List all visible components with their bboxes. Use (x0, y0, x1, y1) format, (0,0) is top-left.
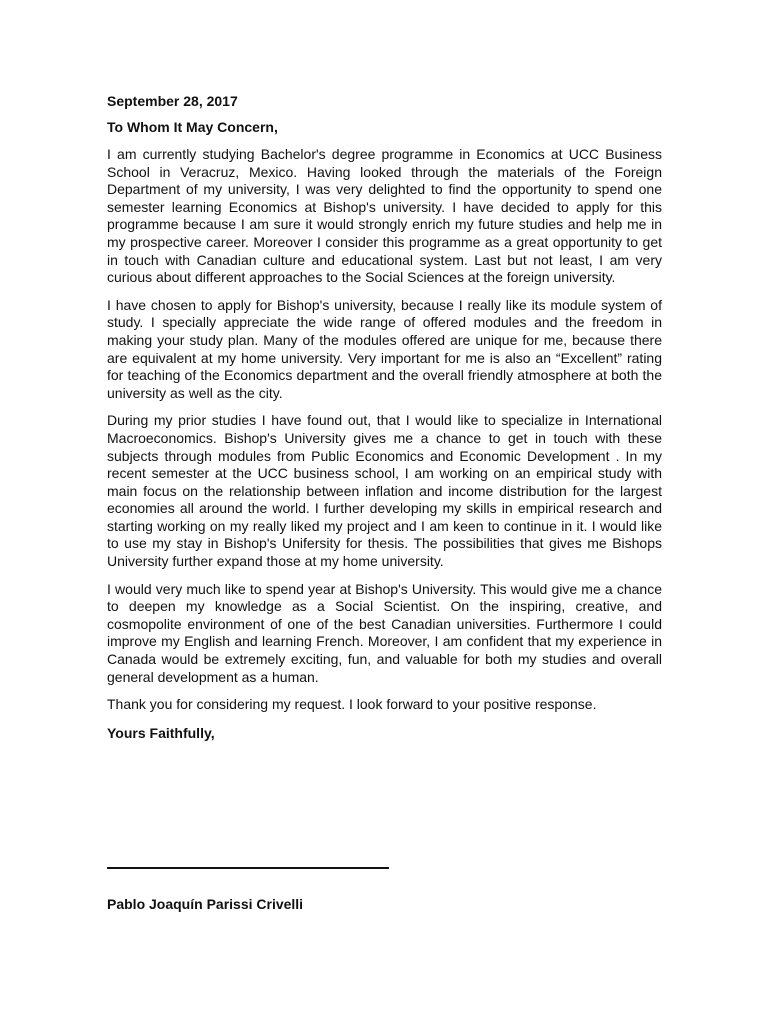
salutation: To Whom It May Concern, (107, 119, 278, 135)
letter-date: September 28, 2017 (107, 93, 238, 109)
paragraph-goals: I would very much like to spend year at Bishop's University. This would give me a chance to deepen my knowledge as a Social Scientist. On the inspiring, creative, and cosmopolite environment of one of the best Canadian universities. Furthermore I could improve my English and learning French. Moreover, I am confident that my experience in Canada would be extremely exciting, fun, and valuable for both my studies and overall general development as a human. (107, 580, 662, 685)
paragraph-studies: During my prior studies I have found out, that I would like to specialize in International Macroeconomics. Bishop's University gives me a chance to get in touch with these subjects through modules from Public Economics and Economic Development . In my recent semester at the UCC business school, I am working on an empirical study with main focus on the relationship between inflation and income distribution for the largest economies all around the world. I further developing my skills in empirical research and starting working on my really liked my project and I am keen to continue in it. I would like to use my stay in Bishop's Unifersity for thesis. The possibilities that gives me Bishops University further expand those at my home university. (107, 412, 662, 570)
paragraph-thanks: Thank you for considering my request. I look forward to your positive response. (107, 696, 597, 713)
paragraph-intro: I am currently studying Bachelor's degree programme in Economics at UCC Business School in Veracruz, Mexico. Having looked through the materials of the Foreign Department of my university, I was very delighted to find the opportunity to spend one semester learning Economics at Bishop's university. I have decided to apply for this programme because I am sure it would strongly enrich my future studies and help me in my prospective career. Moreover I consider this programme as a great opportunity to get in touch with Canadian culture and educational system. Last but not least, I am very curious about different approaches to the Social Sciences at the foreign university. (107, 146, 662, 286)
signature-line (107, 867, 389, 869)
paragraph-reasons: I have chosen to apply for Bishop's university, because I really like its module system of study. I specially appreciate the wide range of offered modules and the freedom in making your study plan. Many of the modules offered are unique for me, because there are equivalent at my home university. Very important for me is also an “Excellent” rating for teaching of the Economics department and the overall friendly atmosphere at both the university as well as the city. (107, 296, 662, 401)
closing: Yours Faithfully, (107, 724, 215, 741)
letter-body (107, 92, 662, 742)
signer-name: Pablo Joaquín Parissi Crivelli (107, 896, 304, 912)
